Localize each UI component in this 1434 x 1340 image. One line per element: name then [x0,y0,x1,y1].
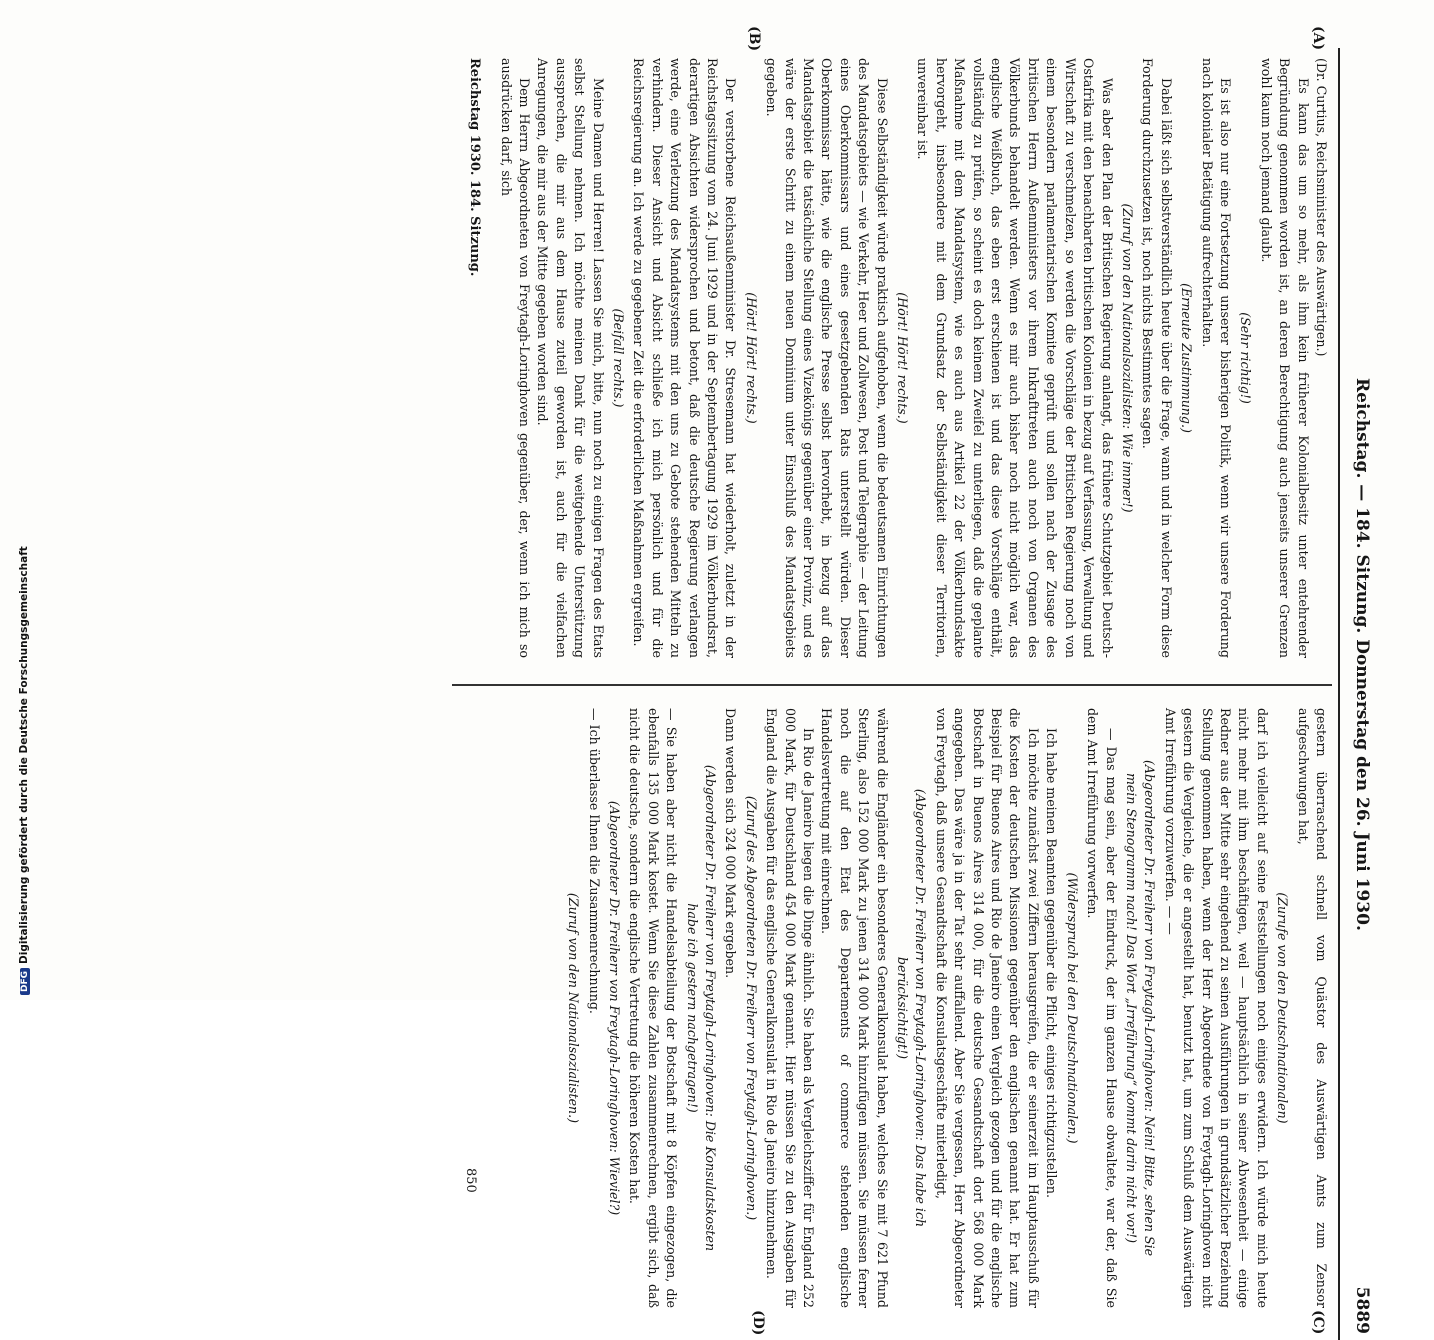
margin-mark-c: (C) [1310,1310,1326,1335]
header-title: Reichstag. — 184. Sitzung. Donnerstag den 26. Juni 1930. [1352,378,1372,931]
interjection: (Hört! Hört! rechts.) [895,292,911,424]
interjection: (Sehr richtig!) [1238,312,1254,404]
paragraph: Dem Herrn Abgeordneten von Freytagh-Loringhoven gegenüber, der, wenn ich mich so ausdrücken darf, sich [498,58,532,658]
margin-mark-a: (A) [1310,26,1326,51]
paragraph: Was aber den Plan der Britischen Regierung anlangt, das frühere Schutzgebiet Deutsch-Ostafrika mit den benachbarten britischen Kolonien in bezug auf Verfassung, Verwaltung und Wirtschaft zu verschmelzen, so werden die Vorschläge der Britischen Regierung noch von einem besondern parlamentarischen Komitee geprüft und sollen nach der Zusage des britischen Herrn Außenministers vor ihrem Inkrafttreten auch noch von Organen des Völkerbunds behandelt werden. Wenn es mir auch bisher noch nicht möglich war, das englische Weißbuch, das eben erst erschienen ist und das diese Vorschläge enthält, vollständig zu prüfen, so scheint es doch keinem Zweifel zu unterliegen, daß die geplante Maßnahme mit dem Mandatsystem, wie es auch aus Artikel 22 der Völkerbundsakte hervorgeht, insbesondere mit dem Grundsatz der Selbständigkeit dieser Territorien, unvereinbar ist. [915,58,1115,658]
interjection: (Widerspruch bei den Deutschnationalen.) [1064,872,1080,1144]
paragraph: darf ich vielleicht auf seine Feststellungen noch einiges erwidern. Ich würde mich heute nicht mehr mit ihm beschäftigen, weil — hauptsächlich in seiner Abwesenheit — einige Redner aus der Mitte sehr eingehend zu seinen Ausführungen in grundsätzlicher Beziehung Stellung genommen haben, wenn der Herr Abgeordnete von Freytagh-Loringhoven nicht gestern die Vergleiche, die er angestellt hat, benutzt hat, um zum Schluß dem Auswärtigen Amt Irreführung vorzuwerfen. — — [1162,708,1270,1308]
interjection: (Zuruf des Abgeordneten Dr. Freiherr von Freytagh-Loringhoven.) [743,795,759,1221]
column-divider [452,684,1332,686]
page-footer: Reichstag 1930. 184. Sitzung. [467,58,482,277]
paragraph: — Ich überlasse Ihnen die Zusammenrechnung. [586,708,602,1014]
interjection: (Abgeordneter Dr. Freiherr von Freytagh-Loringhoven: Das habe ich berücksichtigt!) [895,788,929,1228]
interjection: (Erneute Zustimmung.) [1179,283,1195,433]
paragraph: Dabei läßt sich selbstverständlich heute über die Frage, wann und in welcher Form diese Forderung durchzusetzen ist, noch nichts Bestimmtes sagen. [1140,58,1174,658]
running-header [1344,48,1378,1340]
interjection: (Zurufe von den Deutschnationalen) [1275,892,1291,1124]
speaker-line: (Dr. Curtius, Reichsminister des Auswärtigen.) [1314,58,1329,357]
paragraph: Meine Damen und Herren! Lassen Sie mich, bitte, nun noch zu einigen Fragen des Etats selbst Stellung nehmen. Ich möchte meinen Dank für die weitgehende Unterstützung aussprechen, die mir aus dem Hause zuteil geworden ist, auch für die vielfachen Anregungen, die mir aus der Mitte gegeben worden sind. [535,58,606,658]
paragraph: während die Engländer ein besonderes Generalkonsulat haben, welches Sie mit 7 621 Pfund Sterling, also 152 000 Mark zu jenen 314 000 Mark hinzufügen müssen. Sie müssen ferner noch die auf den Etat des Departements of commerce stehenden englische Handelsvertretung mit einrechnen. [819,708,890,1308]
credit-text: Digitalisierung gefördert durch die Deutsche Forschungsgemeinschaft [18,546,30,964]
paragraph: In Rio de Janeiro liegen die Dinge ähnlich. Sie haben als Vergleichsziffer für England 252 000 Mark, für Deutschland 454 000 Mark genannt. Hier müssen Sie zu den Ausgaben für England die Ausgaben für das englische Generalkonsulat in Rio de Janeiro hinzunehmen. [764,708,817,1308]
paragraph: gestern überraschend schnell vom Quästor des Auswärtigen Amts zum Zensor aufgeschwungen hat, [1295,708,1329,1308]
paragraph: — Das mag sein, aber der Eindruck, der im ganzen Hause obwaltete, war der, daß Sie dem Amt Irreführung vorwerfen. [1085,708,1119,1308]
footer-page-number: 850 [463,1168,478,1193]
paragraph: Es ist also nur eine Fortsetzung unserer bisherigen Politik, wenn wir unsere Forderung nach kolonialer Betätigung aufrechterhalten. [1199,58,1233,658]
interjection: (Zuruf von den Nationalsozialisten.) [566,892,582,1124]
interjection: (Abgeordneter Dr. Freiherr von Freytagh-Loringhoven: Die Konsulatskosten habe ich gestern nachgetragen!) [684,764,718,1252]
paragraph: Dann werden sich 324 000 Mark ergeben. [723,708,739,979]
interjection: (Zuruf von den Nationalsozialisten: Wie immer!) [1119,203,1135,513]
paragraph: Der verstorbene Reichsaußenminister Dr. Stresemann hat wiederholt, zuletzt in der Reichstagssitzung vom 24. Juni 1929 und in der Septembertagung 1929 im Völkerbundsrat, derartigen Absichten widersprochen und betont, daß die deutsche Regierung verlangen werde, eine Verletzung des Mandatsystems mit den uns zu Gebote stehenden Mitteln zu verhindern. Dieser Ansicht und Absicht schließe ich mich persönlich und für die Reichsregierung an. Ich werde zu gegebener Zeit die erforderlichen Maßnahmen ergreifen. [631,58,739,658]
header-rule [1338,48,1340,1340]
digitization-credit [4,546,30,995]
interjection: (Abgeordneter Dr. Freiherr von Freytagh-Loringhoven: Wieviel?) [606,800,622,1216]
margin-mark-d: (D) [750,1310,766,1336]
paragraph: Ich möchte zunächst zwei Ziffern herausgreifen, die er seinerzeit im Hauptausschuß für die Kosten der deutschen Missionen gegenüber den englischen genannt hat. Er hat zum Beispiel für Buenos Aires und Rio de Janeiro einen Vergleich gezogen und für die englische Botschaft in Buenos Aires 314 000, für die deutsche Gesandtschaft dort 568 000 Mark angegeben. Das wäre ja in der Tat sehr auffallend. Aber Sie vergessen, Herr Abgeordneter von Freytagh, daß unsere Gesandtschaft die Konsulatsgeschäfte miterledigt, [933,708,1041,1308]
dfg-logo: DFG [20,968,30,995]
rotated-page [86,26,1378,1336]
margin-mark-b: (B) [746,26,762,52]
right-column [562,708,1330,1308]
paragraph: — Sie haben aber nicht die Handelsabteilung der Botschaft mit 8 Köpfen eingezogen, die ebenfalls 135 000 Mark kostet. Wenn Sie diese Zahlen zusammenrechnen, ergibt sich, daß nicht die deutsche, sondern die englische Vertretung die höheren Kosten hat. [627,708,680,1308]
header-page-number: 5889 [1352,1286,1372,1334]
paragraph: Diese Selbständigkeit würde praktisch aufgehoben, wenn die bedeutsamen Einrichtungen des Mandatsgebiets — wie Verkehr, Heer und Zollwesen, Post und Telegraphie — der Leitung eines Oberkommissars und eines gesetzgebenden Rats unterstellt würden. Dieser Oberkommissar hätte, wie die englische Presse selbst hervorhebt, in bezug auf das Mandatsgebiet die tatsächliche Stellung eines Vizekönigs gegenüber einer Provinz, und es wäre der erste Schritt zu einem neuen Dominium unter Einschluß des Mandatsgebiets gegeben. [764,58,890,658]
interjection: (Hört! Hört! rechts.) [743,292,759,424]
interjection: (Abgeordneter Dr. Freiherr von Freytagh-Loringhoven: Nein! Bitte, sehen Sie mein Stenogramm nach! Das Wort „Irreführung“ kommt darin nicht vor!) [1123,759,1158,1257]
interjection: (Beifall rechts.) [610,308,626,408]
left-column [496,58,1330,658]
paragraph: Ich habe meinen Beamten gegenüber die Pflicht, einiges richtigzustellen. [1044,728,1060,1198]
paragraph: Es kann das um so mehr, als ihm kein früherer Kolonialbesitz unter entehrender Begründung genommen worden ist, an deren Berechtigung auch jenseits unserer Grenzen wohl kaum noch jemand glaubt. [1258,58,1311,658]
